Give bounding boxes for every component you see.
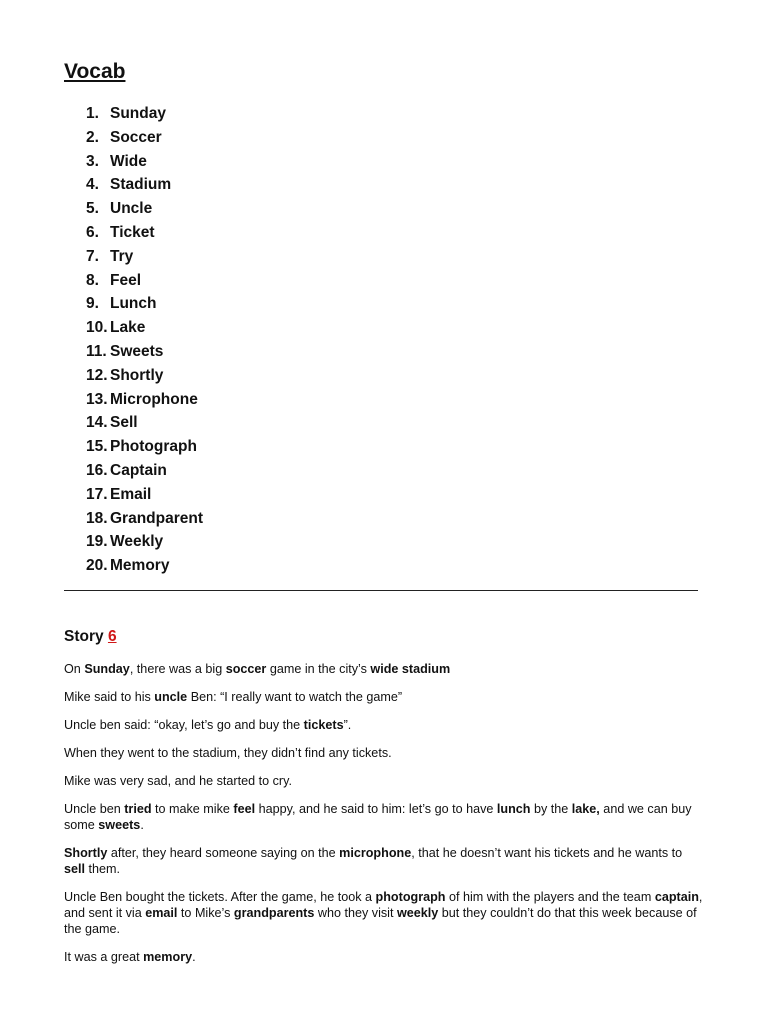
story-text: but they couldn’t do that this week because of the game.: [64, 906, 697, 936]
vocab-item-number: 11.: [86, 342, 107, 360]
vocab-item: [86, 459, 203, 483]
story-paragraph: [64, 689, 704, 705]
vocab-item-number: 8.: [86, 271, 99, 289]
story-text: , there was a big: [129, 662, 226, 676]
vocab-item: [86, 364, 203, 388]
vocab-item: [86, 150, 203, 174]
story-paragraph: [64, 717, 704, 733]
story-vocab-word: email: [145, 906, 178, 920]
vocab-item-number: 19.: [86, 533, 108, 551]
vocab-item-number: 2.: [86, 128, 99, 146]
vocab-item-number: 18.: [86, 509, 108, 527]
vocab-item-number: 3.: [86, 152, 99, 170]
story-vocab-word: soccer: [225, 662, 267, 676]
vocab-item-word: Weekly: [110, 533, 164, 551]
story-text: to Mike’s: [177, 906, 234, 920]
story-vocab-word: lunch: [496, 802, 531, 816]
story-vocab-word: wide stadium: [370, 662, 451, 676]
story-text: by the: [530, 802, 572, 816]
vocab-item: [86, 411, 203, 435]
story-vocab-word: tried: [124, 802, 152, 816]
vocab-item: [86, 245, 203, 269]
story-vocab-word: grandparents: [233, 906, 315, 920]
vocab-item-word: Microphone: [110, 390, 198, 408]
story-text: who they visit: [314, 906, 397, 920]
story-paragraph: [64, 949, 704, 965]
story-text: after, they heard someone saying on the: [107, 846, 340, 860]
story-paragraph: [64, 661, 704, 677]
vocab-item: [86, 197, 203, 221]
story-text: .: [192, 950, 196, 964]
vocab-item-word: Lake: [110, 319, 146, 337]
vocab-item-number: 16.: [86, 461, 108, 479]
vocab-item: [86, 269, 203, 293]
vocab-item-number: 5.: [86, 200, 99, 218]
vocab-item-word: Shortly: [110, 366, 164, 384]
story-vocab-word: feel: [233, 802, 256, 816]
story-vocab-word: weekly: [396, 906, 439, 920]
story-text: Mike said to his: [64, 690, 155, 704]
story-text: ”.: [343, 718, 352, 732]
vocab-item-word: Wide: [110, 152, 147, 170]
vocab-item-word: Ticket: [110, 223, 155, 241]
story-text: Uncle ben: [64, 802, 125, 816]
vocab-item-word: Uncle: [110, 200, 153, 218]
story-vocab-word: Shortly: [64, 846, 108, 860]
story-vocab-word: microphone: [339, 846, 412, 860]
vocab-item-word: Email: [110, 485, 152, 503]
vocab-item: [86, 316, 203, 340]
story-text: When they went to the stadium, they didn’t find any tickets.: [64, 746, 392, 760]
vocab-item: [86, 126, 203, 150]
vocab-item-word: Photograph: [110, 438, 197, 456]
story-text: , and sent it via: [64, 890, 703, 920]
story-text: Uncle ben said: “okay, let’s go and buy the: [64, 718, 304, 732]
story-vocab-word: captain: [654, 890, 699, 904]
vocab-item-number: 1.: [86, 105, 99, 122]
vocab-item-word: Sweets: [110, 342, 164, 360]
vocab-item-word: Lunch: [110, 295, 157, 313]
vocab-item-number: 14.: [86, 414, 108, 432]
story-vocab-word: sell: [64, 862, 86, 876]
story-vocab-word: lake,: [571, 802, 600, 816]
vocab-item-number: 4.: [86, 176, 99, 194]
vocab-item-word: Try: [110, 247, 134, 265]
story-text: , that he doesn’t want his tickets and he wants to: [411, 846, 683, 860]
vocab-item: [86, 292, 203, 316]
story-vocab-word: tickets: [303, 718, 344, 732]
section-divider: [64, 590, 698, 591]
story-text: Mike was very sad, and he started to cry.: [64, 774, 292, 788]
story-text: to make mike: [151, 802, 234, 816]
story-text: game in the city’s: [266, 662, 371, 676]
story-paragraph: [64, 845, 704, 877]
story-text: Uncle Ben bought the tickets. After the game, he took a: [64, 890, 376, 904]
story-text: and we can buy some: [64, 802, 692, 832]
story-text: Ben: “I really want to watch the game”: [187, 690, 403, 704]
vocab-item-word: Soccer: [110, 128, 162, 146]
vocab-item: [86, 483, 203, 507]
vocab-item-number: 17.: [86, 485, 108, 503]
vocab-item-number: 13.: [86, 390, 108, 408]
vocab-item-word: Feel: [110, 271, 142, 289]
vocab-item-number: 15.: [86, 438, 108, 456]
story-vocab-word: photograph: [375, 890, 446, 904]
vocab-item-number: 9.: [86, 295, 99, 313]
story-text: happy, and he said to him: let’s go to have: [255, 802, 497, 816]
vocab-item-number: 7.: [86, 247, 99, 265]
story-vocab-word: memory: [143, 950, 193, 964]
story-vocab-word: sweets: [98, 818, 141, 832]
vocab-item-word: Memory: [110, 557, 170, 575]
vocab-item: [86, 530, 203, 554]
vocab-item-word: Stadium: [110, 176, 172, 194]
story-vocab-word: Sunday: [84, 662, 130, 676]
story-heading-label: Story: [64, 628, 104, 645]
story-text: them.: [85, 862, 121, 876]
vocab-item: [86, 554, 203, 578]
story-text: .: [140, 818, 144, 832]
story-text: It was a great: [64, 950, 144, 964]
story-text: of him with the players and the team: [445, 890, 655, 904]
vocab-item: [86, 507, 203, 531]
story-paragraph: [64, 801, 704, 833]
story-vocab-word: uncle: [154, 690, 188, 704]
story-heading: [64, 628, 117, 646]
vocab-item: [86, 340, 203, 364]
vocab-item-word: Sell: [110, 414, 138, 432]
story-paragraph: [64, 745, 704, 761]
story-paragraph: [64, 889, 704, 937]
story-paragraph: [64, 773, 704, 789]
vocab-heading: Vocab: [64, 60, 126, 83]
vocab-item: [86, 173, 203, 197]
vocab-item-number: 12.: [86, 366, 108, 384]
vocab-item-word: Grandparent: [110, 509, 204, 527]
vocab-list: [86, 102, 203, 578]
vocab-item: [86, 221, 203, 245]
vocab-item: [86, 388, 203, 412]
story-number: 6: [107, 628, 117, 645]
story-text: On: [64, 662, 85, 676]
vocab-item: [86, 435, 203, 459]
vocab-item-number: 20.: [86, 557, 108, 575]
vocab-item: [86, 102, 203, 126]
vocab-item-number: 6.: [86, 223, 99, 241]
vocab-item-number: 10.: [86, 319, 108, 337]
story-body: [64, 661, 704, 977]
vocab-item-word: Captain: [110, 461, 167, 479]
vocab-item-word: Sunday: [110, 105, 166, 122]
